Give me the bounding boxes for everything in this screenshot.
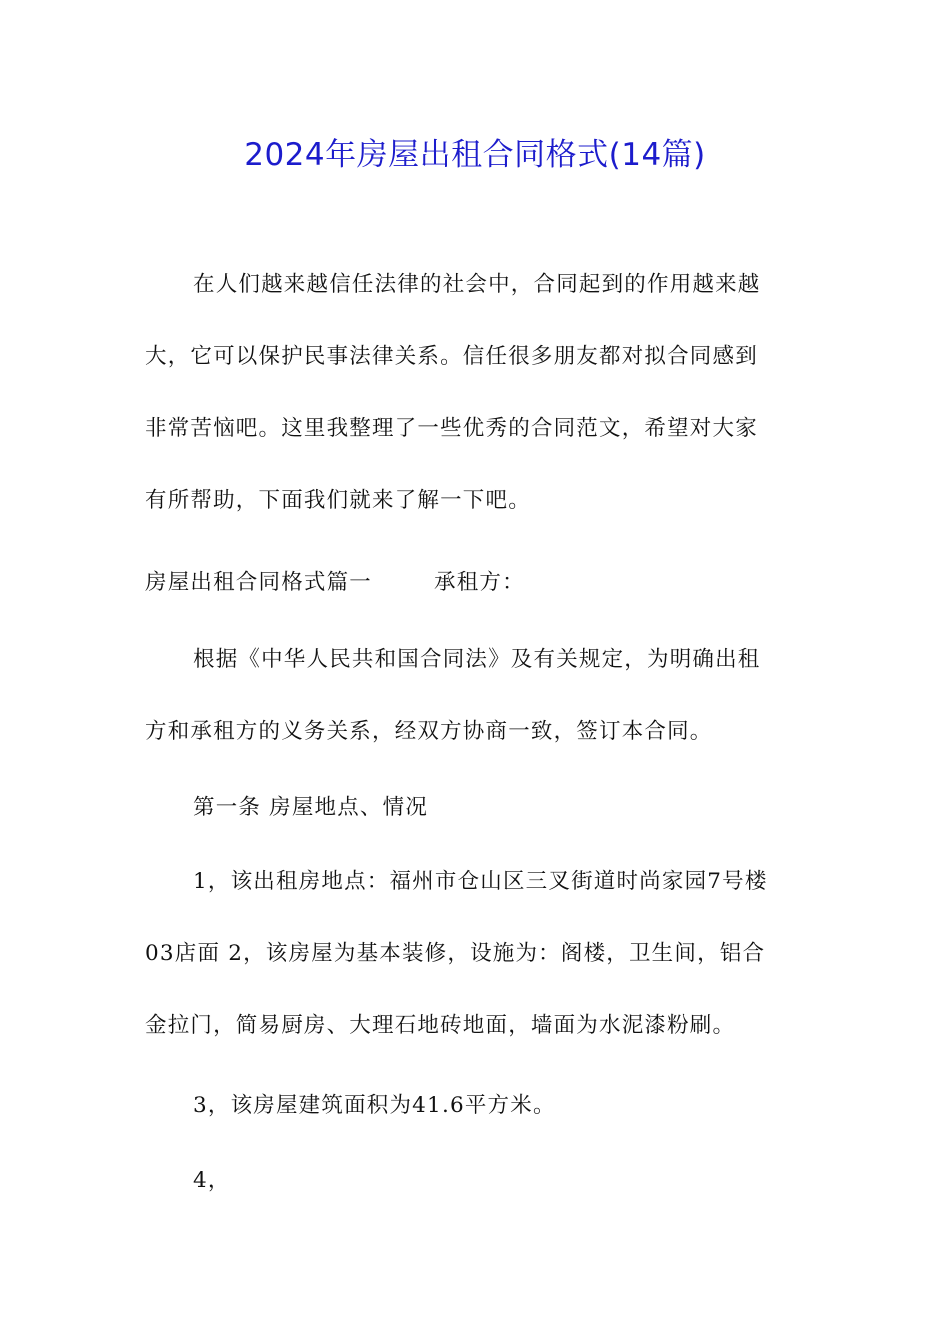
item-line: 金拉门，简易厨房、大理石地砖地面，墙面为水泥漆粉刷。	[145, 1013, 736, 1038]
intro-line: 大，它可以保护民事法律关系。信任很多朋友都对拟合同感到	[145, 344, 758, 369]
basis-paragraph	[145, 624, 807, 768]
article-1-title: 第一条 房屋地点、情况	[193, 795, 429, 820]
article-1-items	[145, 846, 807, 1062]
intro-paragraph	[145, 249, 807, 537]
section-heading-line	[145, 547, 807, 619]
intro-line: 非常苦恼吧。这里我整理了一些优秀的合同范文，希望对大家	[145, 416, 758, 441]
item-line: 03店面 2，该房屋为基本装修，设施为：阁楼，卫生间，铝合	[145, 941, 766, 966]
document-title: 2024年房屋出租合同格式(14篇)	[244, 137, 706, 173]
intro-line: 在人们越来越信任法律的社会中，合同起到的作用越来越	[193, 272, 761, 297]
item-line: 1，该出租房地点：福州市仓山区三叉街道时尚家园7号楼	[193, 869, 768, 894]
section-heading: 房屋出租合同格式篇一	[145, 570, 373, 595]
section-party-label: 承租方：	[434, 570, 525, 595]
intro-line: 有所帮助，下面我们就来了解一下吧。	[145, 488, 531, 513]
basis-line: 根据《中华人民共和国合同法》及有关规定，为明确出租	[193, 647, 761, 672]
basis-line: 方和承租方的义务关系，经双方协商一致，签订本合同。	[145, 719, 713, 744]
item-3: 3，该房屋建筑面积为41.6平方米。	[193, 1093, 556, 1118]
item-4: 4，	[193, 1168, 231, 1193]
